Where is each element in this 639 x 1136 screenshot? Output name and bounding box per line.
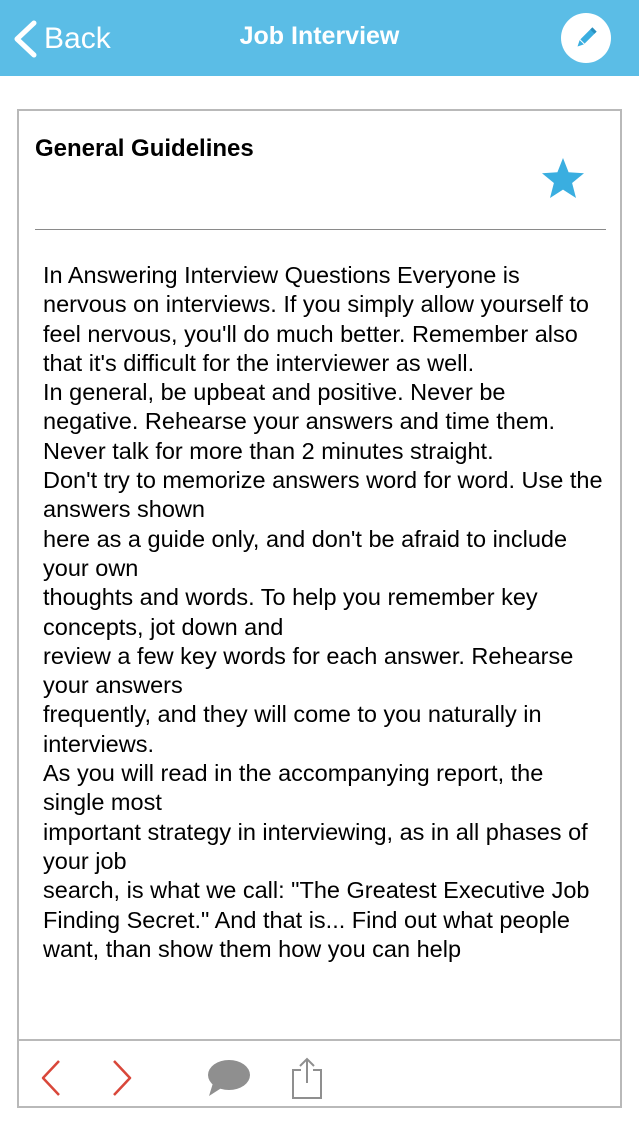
chevron-right-icon [110,1058,134,1098]
title-divider [35,229,606,230]
previous-button[interactable] [33,1056,69,1100]
pencil-icon [572,24,600,52]
toolbar-divider [19,1039,620,1041]
article-card [17,109,622,1108]
article-body: In Answering Interview Questions Everyone is nervous on interviews. If you simply allow yourself to feel nervous, you'll do much better. Remember also that it's difficult for the interviewer as well. In general, be upbeat and positive. Never be negative. Rehearse your answers and time them. Never talk for more than 2 minutes straight. Don't try to memorize answers word for word. Use the answers shown here as a guide only, and don't be afraid to include your own thoughts and words. To help you remember key concepts, jot down and review a few key words for each answer. Rehearse your answers frequently, and they will come to you naturally in interviews. As you will read in the accompanying report, the single most important strategy in interviewing, as in all phases of your job search, is what we call: "The Greatest Executive Job Finding Secret." And that is... Find out what people want, than show them how you can help [43,262,603,962]
chevron-left-icon [39,1058,63,1098]
article-scroll-area[interactable] [43,261,603,1013]
star-icon[interactable] [540,156,586,202]
navigation-bar [0,0,639,76]
page-title: Job Interview [239,22,400,50]
article-title: General Guidelines [35,135,254,162]
next-button[interactable] [104,1056,140,1100]
back-label: Back [44,22,111,55]
speech-bubble-icon [205,1058,251,1098]
comment-button[interactable] [203,1056,253,1100]
share-icon [289,1056,325,1100]
share-button[interactable] [285,1056,329,1100]
edit-button[interactable] [561,13,611,63]
